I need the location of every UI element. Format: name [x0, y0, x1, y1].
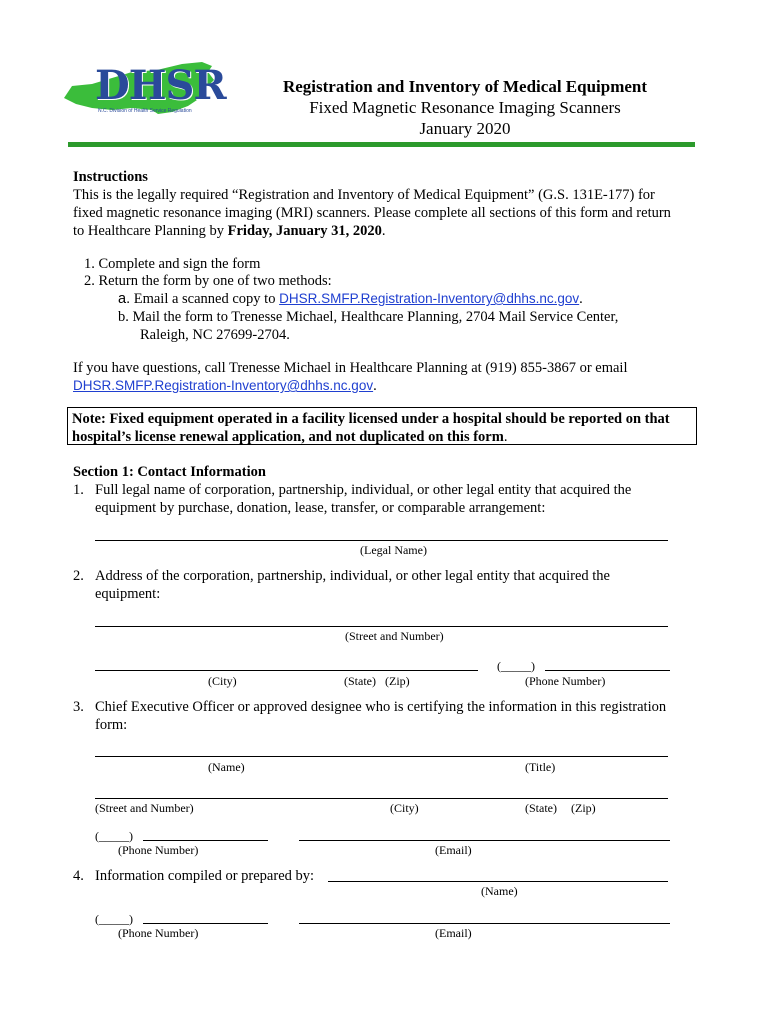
instructions-line-3 [73, 222, 386, 240]
area-code-field[interactable]: (_____) [497, 659, 535, 673]
preparer-area-code-field[interactable]: (_____) [95, 912, 133, 926]
questions-email-link[interactable]: DHSR.SMFP.Registration-Inventory@dhhs.nc.gov [73, 378, 374, 393]
preparer-name-field[interactable] [328, 881, 668, 882]
ceo-zip-label: (Zip) [571, 801, 596, 815]
step-2b-address: Raleigh, NC 27699-2704. [140, 327, 290, 343]
q2-line-2: equipment: [95, 586, 161, 602]
note-line-2-text: hospital’s license renewal application, and not duplicated on this form [72, 429, 504, 445]
note-line-2 [72, 428, 692, 446]
q1-number: 1. [73, 482, 84, 498]
q3-line-1: Chief Executive Officer or approved designee who is certifying the information in this registration [95, 699, 667, 715]
logo-text: DHSR [95, 62, 226, 109]
step-2: 2. Return the form by one of two methods: [84, 273, 332, 289]
street-label: (Street and Number) [345, 629, 444, 643]
form-title: Registration and Inventory of Medical Equipment [282, 77, 648, 96]
ceo-phone-label: (Phone Number) [118, 843, 199, 857]
logo-subtext: N.C. Division of Health Service Regulation [98, 108, 192, 114]
ceo-address-field[interactable] [95, 798, 668, 799]
preparer-email-label: (Email) [435, 926, 472, 940]
ceo-phone-field[interactable] [143, 840, 268, 841]
deadline-date: Friday, January 31, 2020 [227, 223, 382, 239]
q1-line-2: equipment by purchase, donation, lease, transfer, or comparable arrangement: [95, 500, 546, 516]
header-divider [68, 142, 695, 147]
instructions-line-1: This is the legally required “Registration and Inventory of Medical Equipment” (G.S. 131E-177) for [73, 187, 655, 203]
legal-name-label: (Legal Name) [360, 543, 427, 557]
legal-name-field[interactable] [95, 540, 668, 541]
email-link[interactable]: DHSR.SMFP.Registration-Inventory@dhhs.nc.gov [279, 291, 580, 306]
ceo-area-code-field[interactable]: (_____) [95, 829, 133, 843]
questions-text: If you have questions, call Trenesse Michael in Healthcare Planning at (919) 855-3867 or email [73, 360, 628, 376]
instructions-heading: Instructions [73, 169, 148, 185]
ceo-city-label: (City) [390, 801, 419, 815]
q3-line-2: form: [95, 717, 128, 733]
ceo-name-label: (Name) [208, 760, 245, 774]
form-subtitle: Fixed Magnetic Resonance Imaging Scanners [309, 98, 621, 117]
preparer-name-label: (Name) [481, 884, 518, 898]
q2-number: 2. [73, 568, 84, 584]
form-date: January 2020 [419, 119, 511, 138]
questions-email-period: . [373, 378, 377, 394]
note-line-2-period: . [503, 429, 508, 445]
ceo-street-label: (Street and Number) [95, 801, 194, 815]
q2-line-1: Address of the corporation, partnership, individual, or other legal entity that acquired the [95, 568, 610, 584]
q4-number: 4. [73, 868, 84, 884]
preparer-email-field[interactable] [299, 923, 670, 924]
step-2b-label: b. [118, 309, 129, 325]
instructions-line-3-text: to Healthcare Planning by [73, 223, 228, 239]
q4-text: Information compiled or prepared by: [95, 868, 315, 884]
step-1: 1. Complete and sign the form [84, 256, 261, 272]
ceo-email-field[interactable] [299, 840, 670, 841]
phone-label: (Phone Number) [525, 674, 606, 688]
step-2a-label: a. [118, 291, 131, 307]
q3-number: 3. [73, 699, 84, 715]
preparer-phone-field[interactable] [143, 923, 268, 924]
street-field[interactable] [95, 626, 668, 627]
section-1-heading: Section 1: Contact Information [73, 464, 266, 480]
note-box [67, 407, 697, 445]
ceo-name-title-field[interactable] [95, 756, 668, 757]
questions-email-line [73, 377, 377, 395]
ceo-title-label: (Title) [525, 760, 556, 774]
dhsr-logo [62, 58, 226, 120]
step-2a-period: . [579, 291, 583, 307]
phone-field[interactable] [545, 670, 670, 671]
preparer-phone-label: (Phone Number) [118, 926, 199, 940]
ceo-email-label: (Email) [435, 843, 472, 857]
state-zip-label: (State) (Zip) [344, 674, 410, 688]
ceo-state-label: (State) [525, 801, 557, 815]
step-2a-text: Email a scanned copy to [133, 291, 280, 307]
city-state-zip-field[interactable] [95, 670, 478, 671]
instructions-line-3-period: . [381, 223, 386, 239]
note-line-1: Note: Fixed equipment operated in a facility licensed under a hospital should be reported on that [72, 411, 670, 427]
step-2b [118, 308, 618, 326]
city-label: (City) [208, 674, 237, 688]
instructions-line-2: fixed magnetic resonance imaging (MRI) scanners. Please complete all sections of this form and return [73, 205, 671, 221]
step-2b-text: Mail the form to Trenesse Michael, Healthcare Planning, 2704 Mail Service Center, [132, 309, 619, 325]
q1-line-1: Full legal name of corporation, partnership, individual, or other legal entity that acquired the [95, 482, 632, 498]
step-2a [118, 290, 583, 308]
